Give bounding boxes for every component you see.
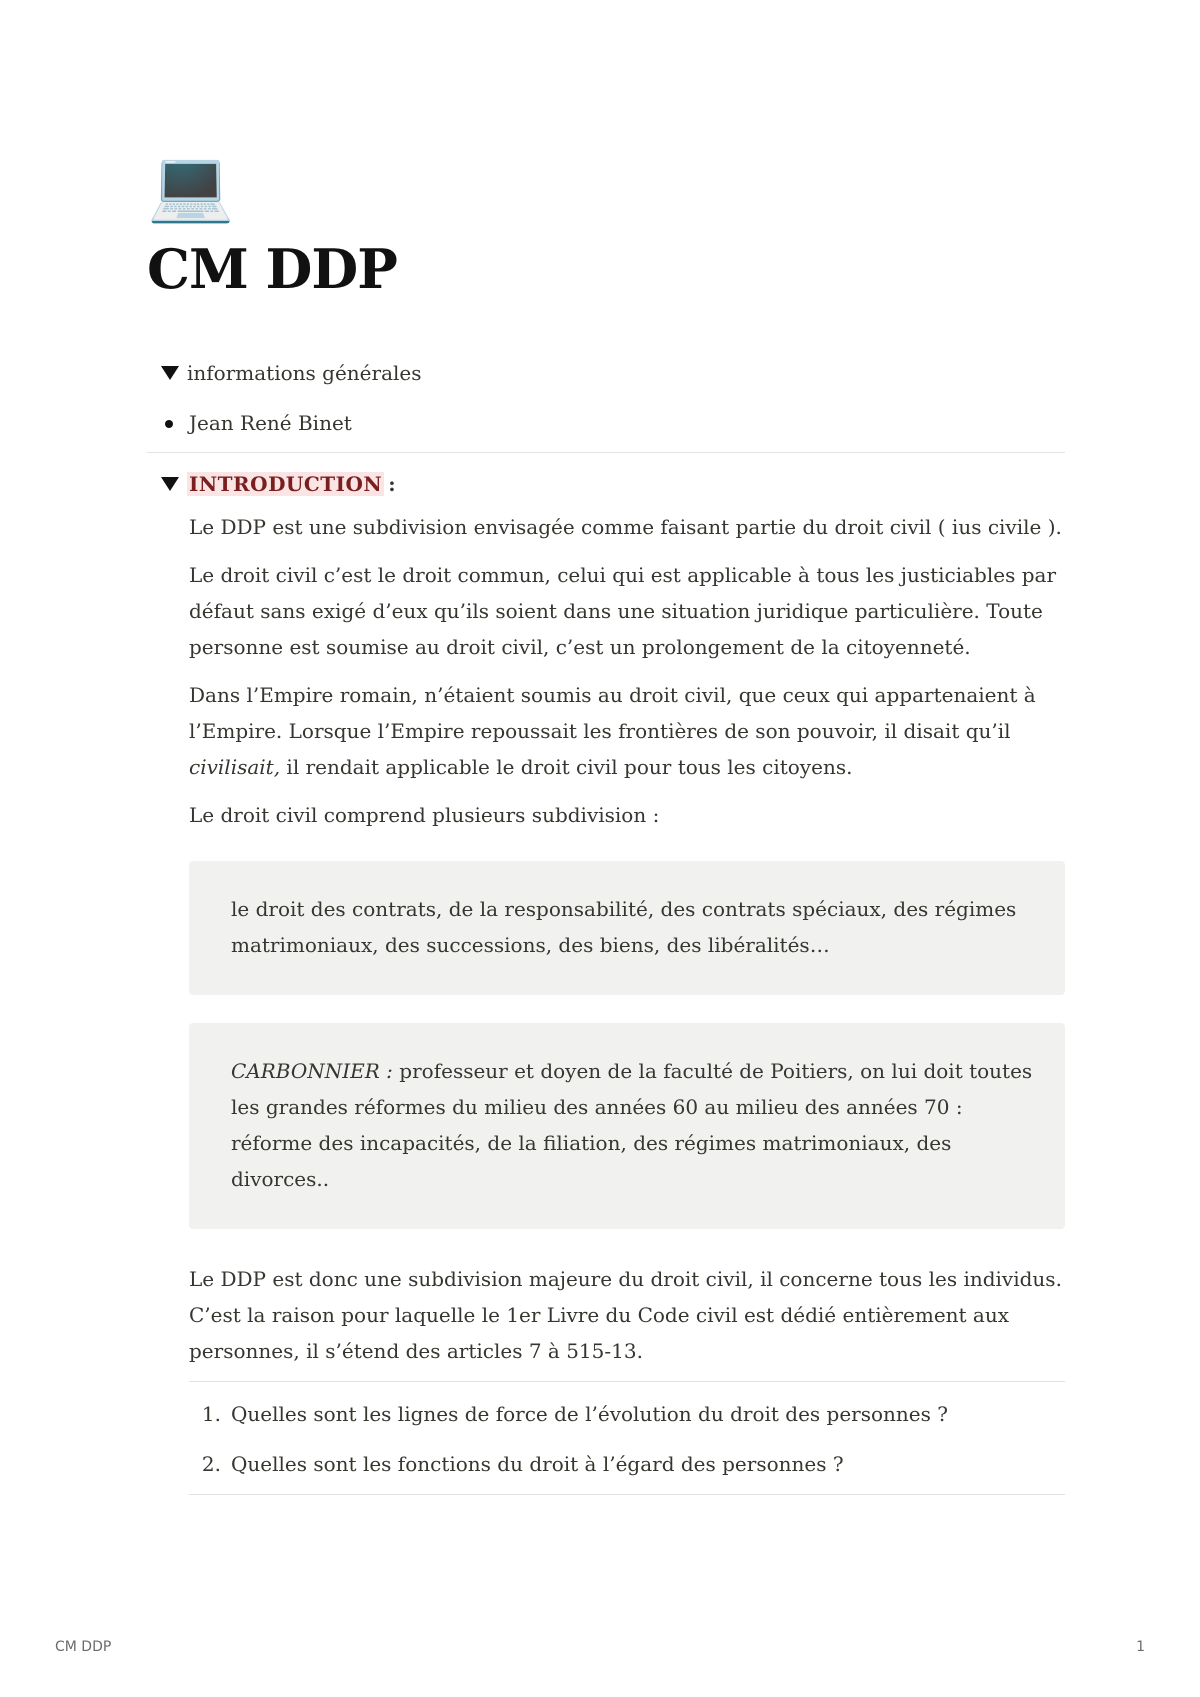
callout-subdivisions xyxy=(189,861,1065,995)
introduction-colon: : xyxy=(388,472,397,496)
divider xyxy=(147,452,1065,453)
laptop-icon: 💻 xyxy=(147,144,235,226)
callout-text: le droit des contrats, de la responsabilité, des contrats spéciaux, des régimes matrimoniaux, des successions, des biens, des libéralités… xyxy=(231,897,1017,957)
paragraph: Le droit civil c’est le droit commun, celui qui est applicable à tous les justiciables par défaut sans exigé d’eux qu’ils soient dans une situation juridique particulière. Toute personne est soumise au droit civil, c’est un prolongement de la citoyenneté. xyxy=(189,563,1057,659)
callout-carbonnier xyxy=(189,1023,1065,1229)
page-title: CM DDP xyxy=(147,237,397,301)
page-number: 1 xyxy=(1136,1639,1145,1655)
list-item-text: Quelles sont les lignes de force de l’évolution du droit des personnes ? xyxy=(231,1402,948,1426)
list-item-text: Quelles sont les fonctions du droit à l’égard des personnes ? xyxy=(231,1452,844,1476)
numbered-list xyxy=(189,1381,1065,1495)
toggle-triangle-icon[interactable] xyxy=(161,477,179,491)
document-page xyxy=(147,144,1065,1495)
page-footer xyxy=(55,1639,1145,1655)
toggle-header-informations[interactable] xyxy=(147,356,1065,390)
paragraph-text: il rendait applicable le droit civil pour tous les citoyens. xyxy=(280,755,853,779)
italic-text: civilisait, xyxy=(189,755,281,779)
callout-text xyxy=(231,1053,1041,1197)
list-item: Jean René Binet xyxy=(147,406,1065,440)
paragraph: Le droit civil comprend plusieurs subdivision : xyxy=(189,803,660,827)
list-item xyxy=(189,1388,1065,1438)
callout-body-text: professeur et doyen de la faculté de Poitiers, on lui doit toutes les grandes réformes du milieu des années 60 au milieu des années 70 : réforme des incapacités, de la filiation, des régimes matrimoniaux, des divorces.. xyxy=(231,1059,1033,1191)
introduction-body xyxy=(147,509,1065,1495)
list-number: 2. xyxy=(201,1452,221,1476)
italic-text: CARBONNIER : xyxy=(231,1059,393,1083)
footer-title: CM DDP xyxy=(55,1639,112,1655)
bullet-list xyxy=(147,406,1065,440)
paragraph-empire xyxy=(189,677,1065,785)
toggle-triangle-icon[interactable] xyxy=(161,366,179,380)
list-number: 1. xyxy=(201,1402,221,1426)
toggle-informations-generales xyxy=(147,356,1065,440)
paragraph: Le DDP est donc une subdivision majeure du droit civil, il concerne tous les individus. C’est la raison pour laquelle le 1er Livre du Code civil est dédié entièrement aux personnes, il s’étend des articles 7 à 515-13. xyxy=(189,1267,1062,1363)
list-item xyxy=(189,1438,1065,1488)
toggle-label-introduction: INTRODUCTION xyxy=(189,472,383,496)
toggle-label-informations: informations générales xyxy=(187,361,422,385)
toggle-introduction xyxy=(147,467,1065,1495)
paragraph-text: Dans l’Empire romain, n’étaient soumis au droit civil, que ceux qui appartenaient à l’Empire. Lorsque l’Empire repoussait les frontières de son pouvoir, il disait qu’il xyxy=(189,683,1036,743)
paragraph: Le DDP est une subdivision envisagée comme faisant partie du droit civil ( ius civile ). xyxy=(189,515,1062,539)
toggle-header-introduction[interactable] xyxy=(147,467,1065,501)
